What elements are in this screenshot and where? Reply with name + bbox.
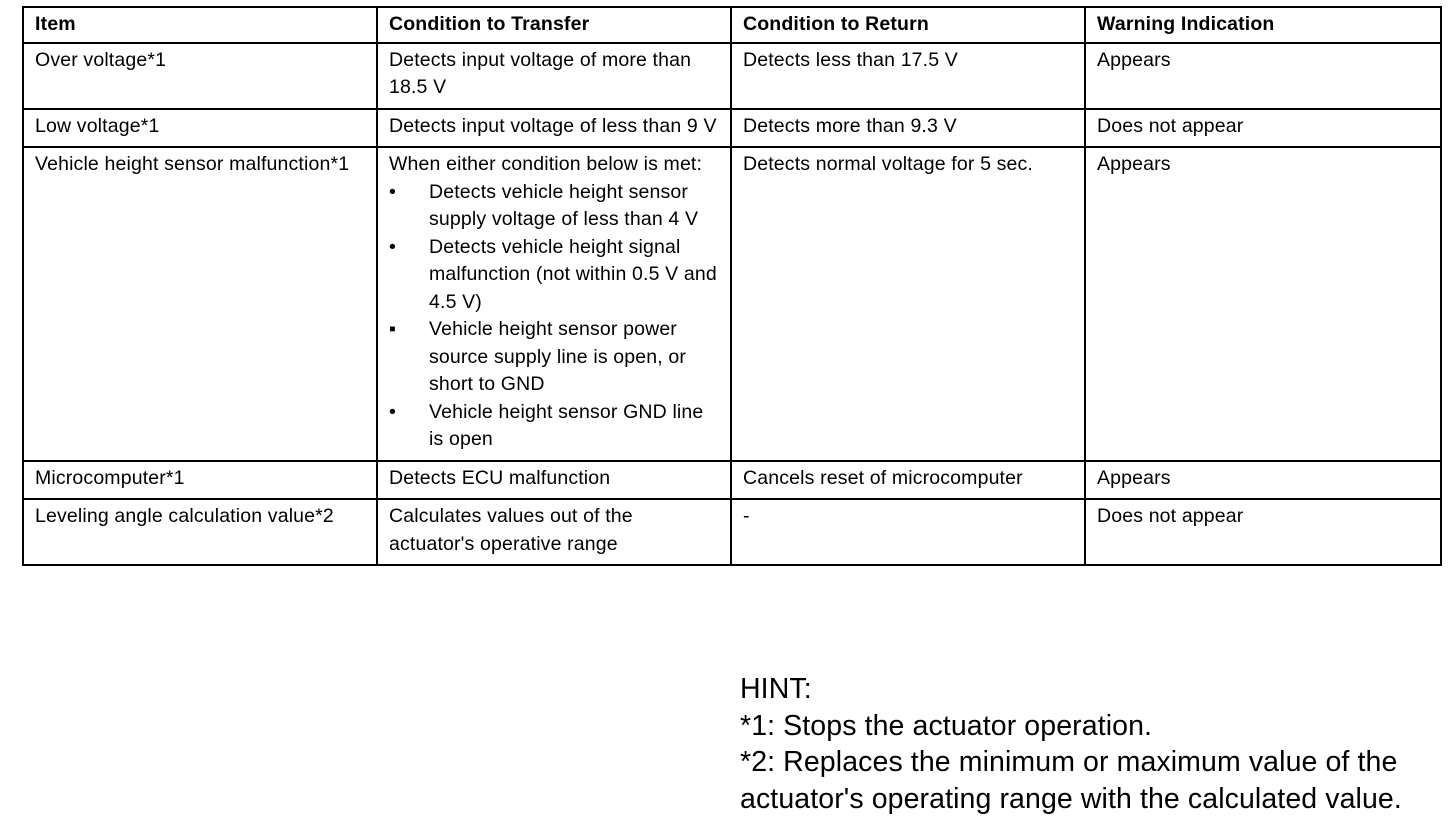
list-item [389, 234, 722, 317]
cell-warning: Does not appear [1085, 499, 1441, 565]
table-row [23, 109, 1441, 148]
hint-line-1: *1: Stops the actuator operation. [740, 708, 1450, 745]
table-row [23, 147, 1441, 461]
transfer-intro: When either condition below is met: [389, 151, 722, 179]
conditions-table [22, 6, 1442, 566]
list-item-text: Vehicle height sensor power source supply line is open, or short to GND [429, 318, 686, 395]
cell-transfer: Detects input voltage of less than 9 V [377, 109, 731, 148]
cell-item: Over voltage*1 [23, 43, 377, 109]
bullet-icon: • [389, 399, 409, 427]
condition-list [389, 179, 722, 454]
cell-return: Detects less than 17.5 V [731, 43, 1085, 109]
cell-transfer: Calculates values out of the actuator's operative range [377, 499, 731, 565]
header-item: Item [23, 7, 377, 43]
list-item [389, 179, 722, 234]
table-row [23, 43, 1441, 109]
bullet-icon: • [389, 234, 409, 262]
list-item [389, 399, 722, 454]
cell-item: Vehicle height sensor malfunction*1 [23, 147, 377, 461]
bullet-icon: • [389, 179, 409, 207]
hint-line-2: *2: Replaces the minimum or maximum value of the [740, 744, 1450, 781]
cell-item: Leveling angle calculation value*2 [23, 499, 377, 565]
cell-warning: Appears [1085, 43, 1441, 109]
hint-note [740, 671, 1450, 817]
header-warning-indication: Warning Indication [1085, 7, 1441, 43]
table-header-row [23, 7, 1441, 43]
cell-transfer: Detects ECU malfunction [377, 461, 731, 500]
cell-return: - [731, 499, 1085, 565]
hint-title: HINT: [740, 671, 1450, 708]
table-row [23, 499, 1441, 565]
table-row [23, 461, 1441, 500]
cell-item: Low voltage*1 [23, 109, 377, 148]
square-bullet-icon: ▪ [389, 316, 409, 344]
cell-transfer [377, 147, 731, 461]
hint-line-3: actuator's operating range with the calculated value. [740, 781, 1450, 817]
list-item-text: Detects vehicle height signal malfunction (not within 0.5 V and 4.5 V) [429, 236, 717, 313]
cell-return: Detects more than 9.3 V [731, 109, 1085, 148]
list-item [389, 316, 722, 399]
cell-warning: Does not appear [1085, 109, 1441, 148]
list-item-text: Vehicle height sensor GND line is open [429, 401, 703, 451]
cell-warning: Appears [1085, 147, 1441, 461]
cell-return: Detects normal voltage for 5 sec. [731, 147, 1085, 461]
cell-item: Microcomputer*1 [23, 461, 377, 500]
cell-return: Cancels reset of microcomputer [731, 461, 1085, 500]
cell-transfer: Detects input voltage of more than 18.5 V [377, 43, 731, 109]
header-condition-to-transfer: Condition to Transfer [377, 7, 731, 43]
header-condition-to-return: Condition to Return [731, 7, 1085, 43]
cell-warning: Appears [1085, 461, 1441, 500]
list-item-text: Detects vehicle height sensor supply voltage of less than 4 V [429, 181, 698, 231]
